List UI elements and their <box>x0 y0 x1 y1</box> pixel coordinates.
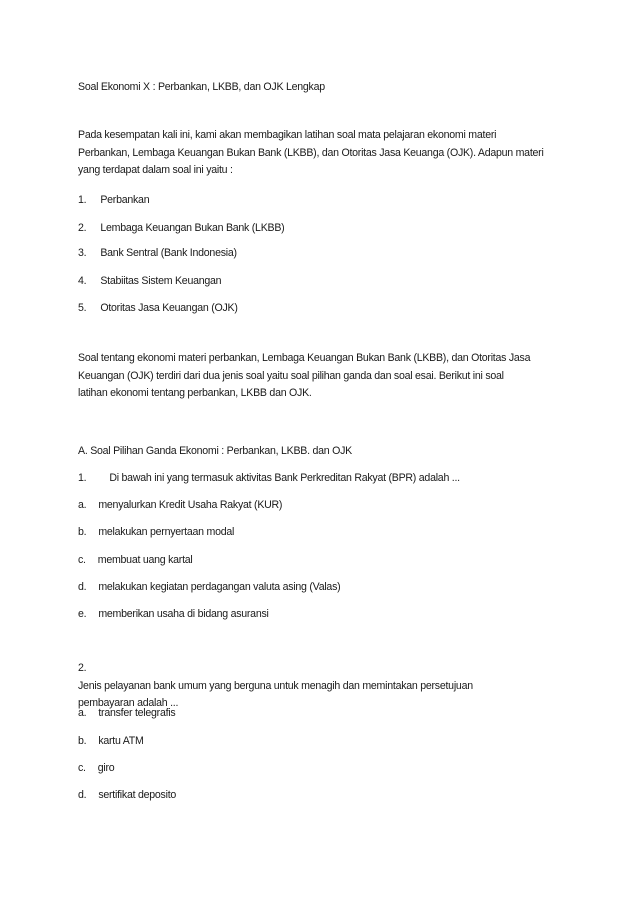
question-text-continued: pembayaran adalah ... <box>78 697 179 709</box>
option-letter: c. <box>78 554 86 566</box>
document-title: Soal Ekonomi X : Perbankan, LKBB, dan OJK Lengkap <box>78 81 325 93</box>
answer-option <box>78 607 269 621</box>
intro-line: Perbankan, Lembaga Keuangan Bukan Bank (LKBB), dan Otoritas Jasa Keuanga (OJK). Adapun materi <box>78 146 544 159</box>
topic-text: Bank Sentral (Bank Indonesia) <box>100 247 237 259</box>
option-letter: a. <box>78 707 87 719</box>
question-text: Jenis pelayanan bank umum yang berguna untuk menagih dan memintakan persetujuan <box>78 679 473 692</box>
answer-option <box>78 706 175 720</box>
question-2 <box>78 660 568 713</box>
intro-line: Pada kesempatan kali ini, kami akan membagikan latihan soal mata pelajaran ekonomi materi <box>78 129 497 141</box>
option-text: kartu ATM <box>98 735 144 747</box>
topic-number: 1. <box>78 194 87 206</box>
option-letter: b. <box>78 526 87 538</box>
answer-option <box>78 498 282 512</box>
option-text: melakukan pernyertaan modal <box>98 526 235 538</box>
topic-number: 2. <box>78 222 87 234</box>
topic-text: Lembaga Keuangan Bukan Bank (LKBB) <box>100 222 285 234</box>
option-letter: a. <box>78 499 87 511</box>
answer-option <box>78 580 340 594</box>
answer-option <box>78 525 234 539</box>
description-paragraph <box>78 350 568 403</box>
topic-item <box>78 193 149 207</box>
section-heading: A. Soal Pilihan Ganda Ekonomi : Perbankan, LKBB. dan OJK <box>78 445 352 457</box>
option-letter: d. <box>78 581 87 593</box>
topic-number: 4. <box>78 275 87 287</box>
option-text: memberikan usaha di bidang asuransi <box>98 608 269 620</box>
topic-item <box>78 274 221 288</box>
intro-paragraph <box>78 127 568 180</box>
question-line <box>78 660 568 695</box>
option-letter: e. <box>78 608 87 620</box>
question-number: 1. <box>78 472 87 484</box>
intro-line: yang terdapat dalam soal ini yaitu : <box>78 164 233 176</box>
topic-item <box>78 246 237 260</box>
topic-number: 5. <box>78 302 87 314</box>
option-text: membuat uang kartal <box>97 554 193 566</box>
topic-text: Perbankan <box>100 194 150 206</box>
topic-item <box>78 221 284 235</box>
question-text: Di bawah ini yang termasuk aktivitas Bank Perkreditan Rakyat (BPR) adalah ... <box>109 472 460 484</box>
question-1 <box>78 471 460 485</box>
option-letter: c. <box>78 762 86 774</box>
option-text: menyalurkan Kredit Usaha Rakyat (KUR) <box>98 499 283 511</box>
description-line: latihan ekonomi tentang perbankan, LKBB dan OJK. <box>78 387 312 399</box>
topic-text: Otoritas Jasa Keuangan (OJK) <box>100 302 238 314</box>
description-line: Soal tentang ekonomi materi perbankan, Lembaga Keuangan Bukan Bank (LKBB), dan Otoritas Jasa <box>78 352 531 364</box>
description-line: Keuangan (OJK) terdiri dari dua jenis soal yaitu soal pilihan ganda dan soal esai. Berikut ini soal <box>78 369 504 382</box>
option-text: giro <box>97 762 115 774</box>
answer-option <box>78 788 176 802</box>
option-text: transfer telegrafis <box>98 707 176 719</box>
topic-text: Stabiitas Sistem Keuangan <box>100 275 222 287</box>
question-number: 2. <box>78 662 87 674</box>
answer-option <box>78 761 114 775</box>
option-text: sertifikat deposito <box>98 789 177 801</box>
topic-number: 3. <box>78 247 87 259</box>
answer-option <box>78 734 144 748</box>
answer-option <box>78 553 193 567</box>
option-letter: b. <box>78 735 87 747</box>
option-letter: d. <box>78 789 87 801</box>
option-text: melakukan kegiatan perdagangan valuta asing (Valas) <box>98 581 341 593</box>
topic-item <box>78 301 238 315</box>
